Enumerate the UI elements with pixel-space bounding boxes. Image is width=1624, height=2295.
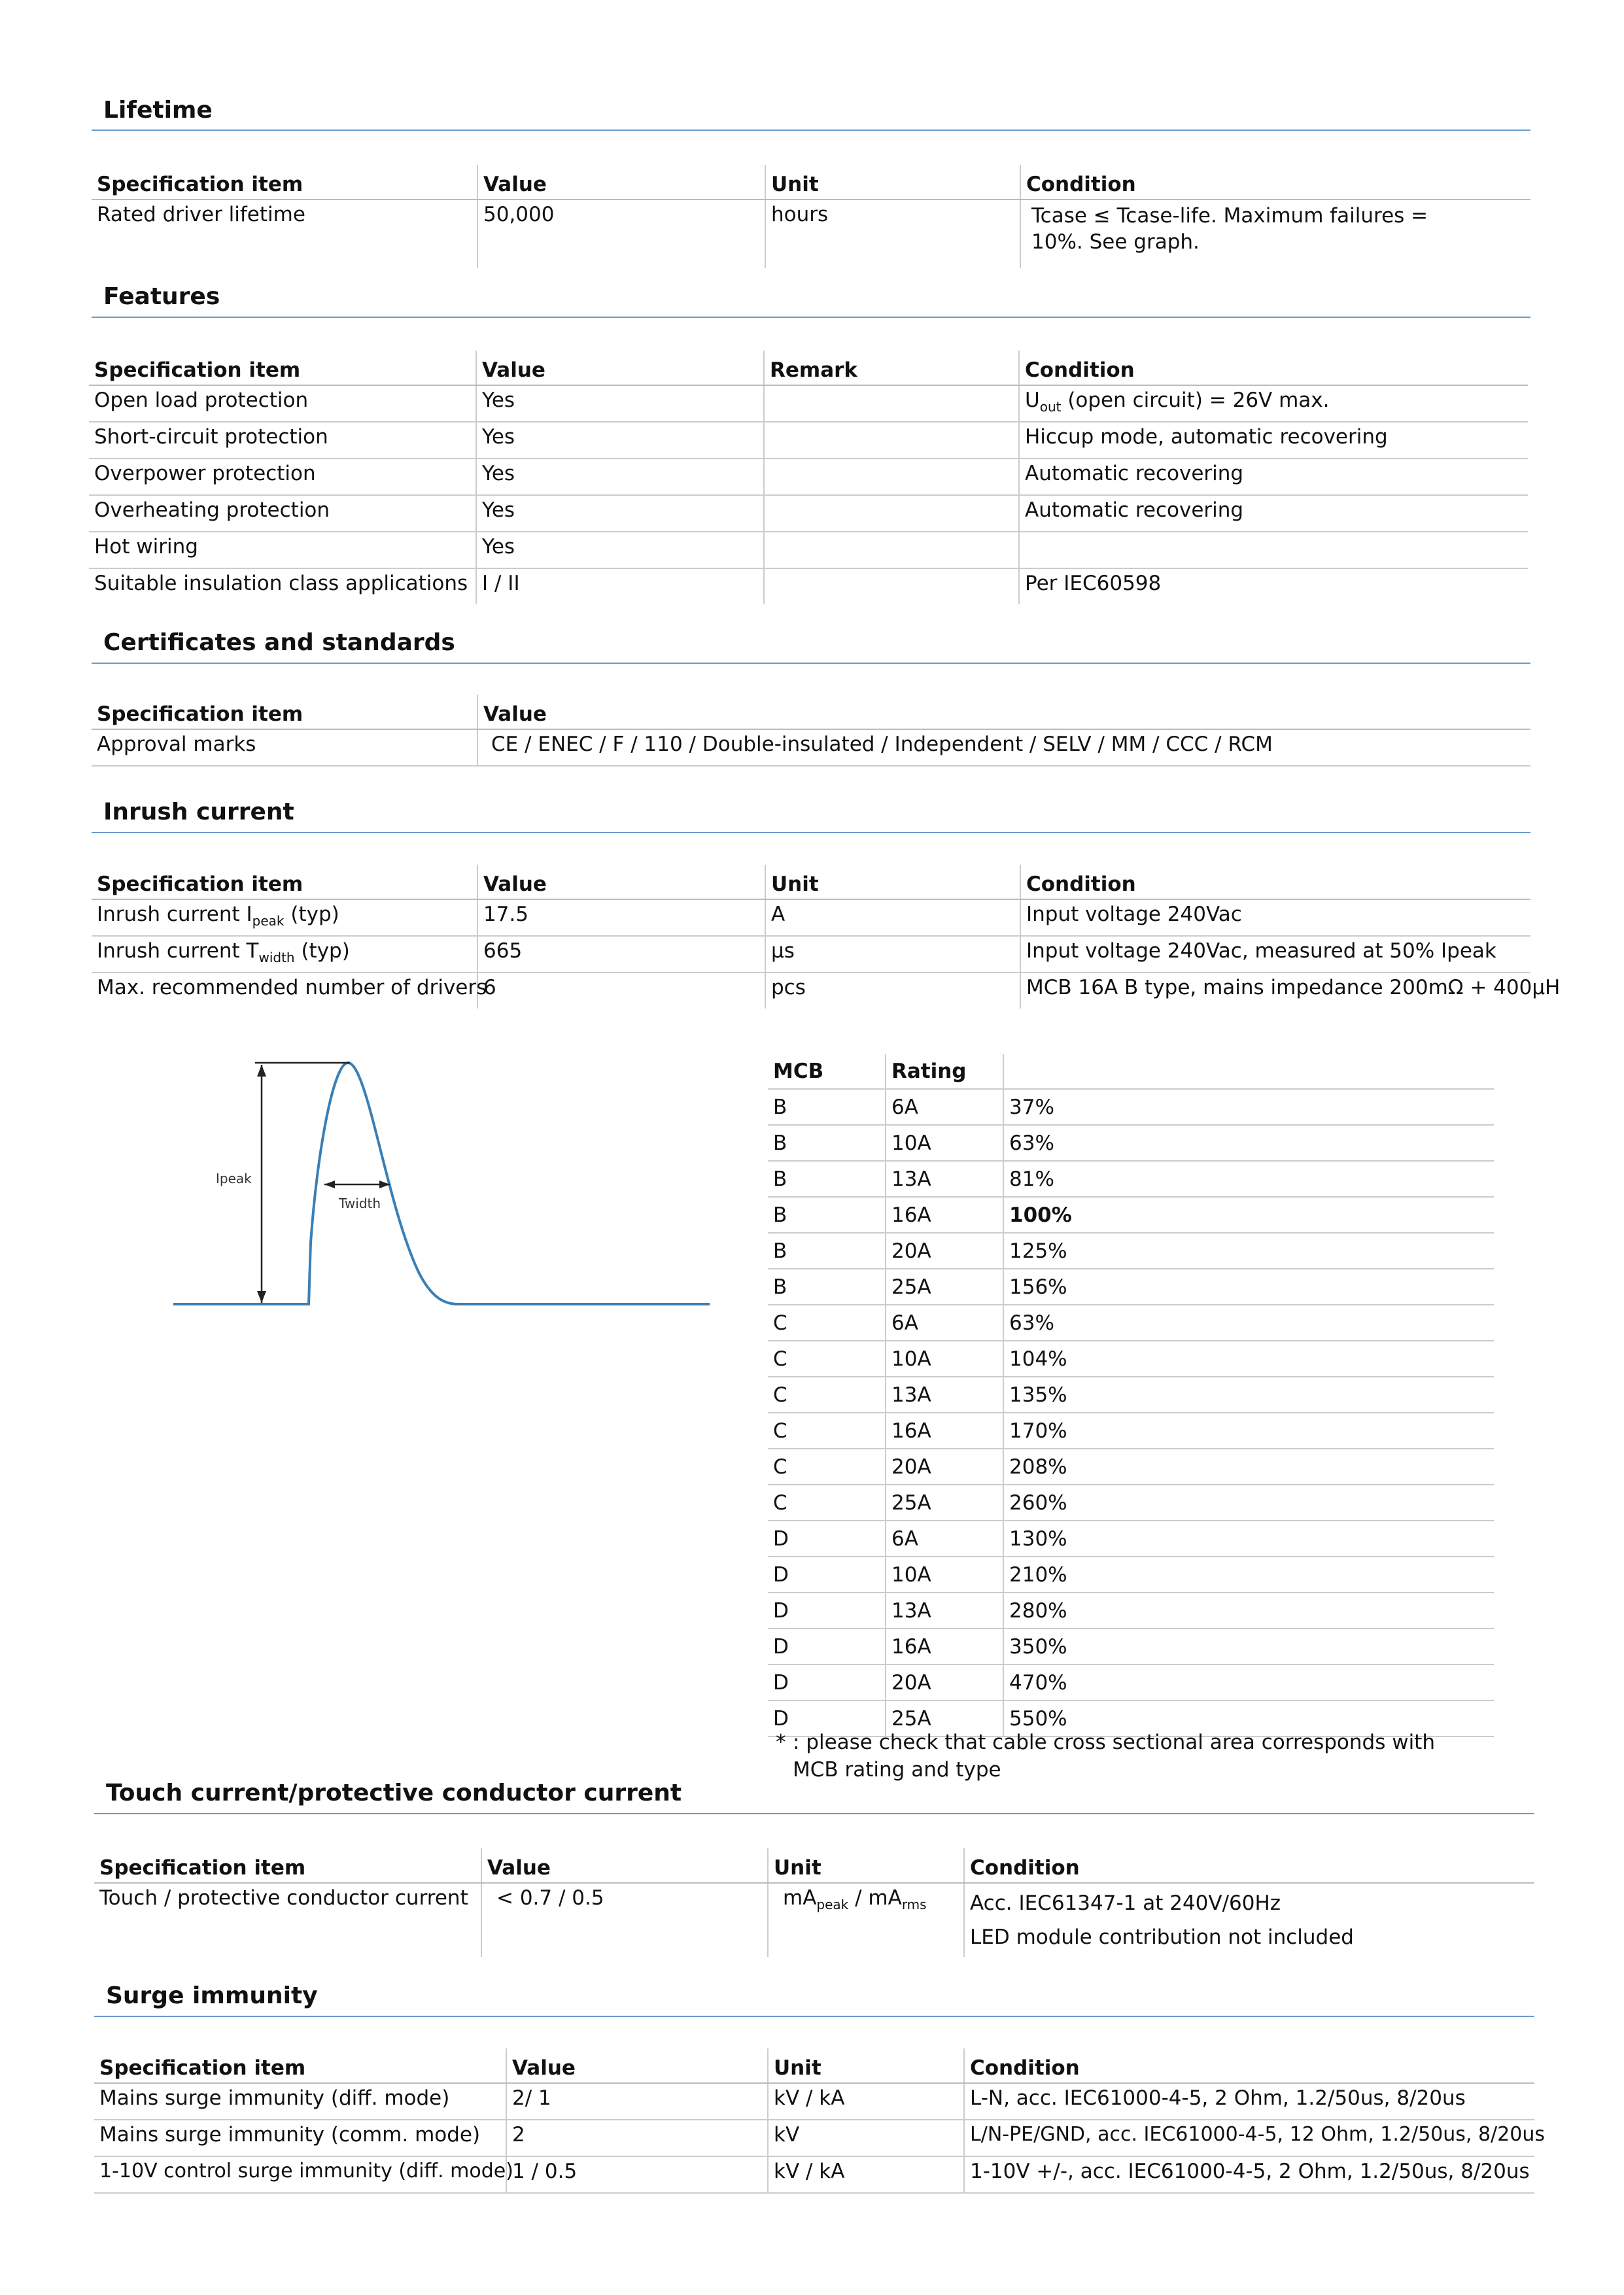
spec-value: I / II	[476, 568, 764, 604]
item-subscript: peak	[252, 913, 285, 929]
mcb-percentage: 156%	[1003, 1269, 1494, 1305]
inrush-curve	[173, 1063, 710, 1304]
spec-unit: A	[765, 899, 1020, 936]
mcb-type: D	[768, 1521, 886, 1557]
column-header: Condition	[964, 2048, 1534, 2083]
lifetime-table	[92, 165, 1530, 268]
spec-remark	[764, 458, 1019, 495]
section-title-certificates: Certificates and standards	[103, 629, 455, 656]
table-row	[768, 1125, 1494, 1161]
mcb-percentage: 135%	[1003, 1377, 1494, 1413]
mcb-percentage: 37%	[1003, 1089, 1494, 1125]
item-text: (typ)	[284, 903, 339, 926]
spec-item	[92, 899, 477, 936]
spec-condition: Per IEC60598	[1019, 568, 1528, 604]
section-title-touch-current: Touch current/protective conductor current	[106, 1780, 682, 1806]
spec-unit	[768, 1883, 964, 1957]
certificates-table	[92, 695, 1530, 767]
arrow-down-icon	[257, 1291, 266, 1303]
ipeak-label: Ipeak	[216, 1171, 252, 1186]
surge-table	[94, 2048, 1545, 2194]
mcb-type: D	[768, 1557, 886, 1593]
item-subscript: width	[258, 950, 295, 966]
mcb-type: C	[768, 1449, 886, 1485]
spec-value: Yes	[476, 532, 764, 568]
spec-value: 6	[477, 973, 765, 1009]
mcb-rating: 25A	[886, 1700, 1003, 1736]
condition-line: LED module contribution not included	[970, 1925, 1354, 1949]
spec-remark	[764, 495, 1019, 532]
table-row	[768, 1449, 1494, 1485]
mcb-percentage: 100%	[1003, 1197, 1494, 1233]
arrow-left-icon	[324, 1181, 335, 1188]
condition-text: U	[1025, 388, 1040, 412]
spec-condition: Hiccup mode, automatic recovering	[1019, 422, 1528, 458]
spec-item: 1-10V control surge immunity (diff. mode)	[94, 2156, 506, 2193]
column-header: Condition	[1019, 351, 1528, 385]
mcb-type: B	[768, 1161, 886, 1197]
table-row	[768, 1161, 1494, 1197]
table-row	[92, 899, 1530, 936]
table-row	[89, 458, 1528, 495]
mcb-percentage: 210%	[1003, 1557, 1494, 1593]
mcb-percentage: 550%	[1003, 1700, 1494, 1736]
mcb-type: C	[768, 1413, 886, 1449]
table-row	[768, 1089, 1494, 1125]
column-header: Value	[477, 165, 765, 199]
spec-item: Suitable insulation class applications	[94, 572, 468, 595]
column-header: Specification item	[94, 2048, 506, 2083]
mcb-rating: 6A	[886, 1305, 1003, 1341]
mcb-percentage: 125%	[1003, 1233, 1494, 1269]
mcb-rating-table	[768, 1054, 1494, 1737]
spec-condition: Input voltage 240Vac	[1020, 899, 1530, 936]
spec-condition	[964, 1883, 1534, 1957]
column-header: Specification item	[94, 1848, 481, 1883]
section-title-inrush: Inrush current	[103, 799, 294, 825]
spec-item: Approval marks	[92, 729, 477, 766]
table-row	[89, 385, 1528, 422]
mcb-percentage: 260%	[1003, 1485, 1494, 1521]
spec-item: Mains surge immunity (diff. mode)	[94, 2083, 506, 2120]
condition-text: (open circuit) = 26V max.	[1061, 388, 1330, 412]
spec-value: Yes	[476, 458, 764, 495]
spec-unit: kV / kA	[768, 2083, 964, 2120]
table-row	[768, 1629, 1494, 1665]
spec-condition	[1019, 532, 1528, 568]
mcb-rating: 6A	[886, 1521, 1003, 1557]
column-header: Value	[481, 1848, 768, 1883]
table-row	[768, 1557, 1494, 1593]
mcb-type: B	[768, 1125, 886, 1161]
table-row	[89, 568, 1528, 604]
spec-unit: pcs	[765, 973, 1020, 1009]
section-rule	[92, 317, 1530, 318]
mcb-rating: 20A	[886, 1665, 1003, 1700]
spec-condition: 1-10V +/-, acc. IEC61000-4-5, 2 Ohm, 1.2/50us, 8/20us	[964, 2156, 1534, 2193]
unit-text: mA	[783, 1886, 817, 1910]
table-row	[768, 1341, 1494, 1377]
spec-item: Short-circuit protection	[89, 422, 476, 458]
table-row	[92, 973, 1530, 1009]
item-text: Inrush current T	[97, 939, 259, 963]
column-header: Value	[506, 2048, 768, 2083]
spec-value: < 0.7 / 0.5	[481, 1883, 768, 1957]
table-row	[768, 1377, 1494, 1413]
section-rule	[94, 1813, 1534, 1814]
features-table	[89, 351, 1528, 604]
spec-unit: kV / kA	[768, 2156, 964, 2193]
mcb-rating: 13A	[886, 1161, 1003, 1197]
spec-remark	[764, 422, 1019, 458]
mcb-rating: 10A	[886, 1557, 1003, 1593]
spec-item: Hot wiring	[89, 532, 476, 568]
table-row	[768, 1197, 1494, 1233]
spec-value: Yes	[476, 422, 764, 458]
mcb-rating: 25A	[886, 1269, 1003, 1305]
mcb-type: B	[768, 1269, 886, 1305]
table-row	[768, 1269, 1494, 1305]
section-rule	[92, 129, 1530, 131]
table-row	[94, 1883, 1534, 1957]
column-header: Value	[477, 865, 765, 899]
spec-item: Overpower protection	[89, 458, 476, 495]
mcb-percentage: 81%	[1003, 1161, 1494, 1197]
section-title-features: Features	[103, 283, 220, 310]
spec-unit: hours	[765, 199, 1020, 268]
mcb-rating: 16A	[886, 1197, 1003, 1233]
mcb-type: B	[768, 1233, 886, 1269]
mcb-rating: 10A	[886, 1125, 1003, 1161]
section-title-surge: Surge immunity	[106, 1982, 318, 2009]
mcb-rating: 16A	[886, 1413, 1003, 1449]
inrush-waveform-diagram	[164, 1040, 726, 1328]
table-row	[768, 1665, 1494, 1700]
spec-remark	[764, 385, 1019, 422]
column-header: Condition	[964, 1848, 1534, 1883]
table-row	[768, 1233, 1494, 1269]
spec-item: Open load protection	[89, 385, 476, 422]
column-header: Specification item	[89, 351, 476, 385]
table-row	[94, 2120, 1534, 2156]
column-header: Value	[476, 351, 764, 385]
spec-unit: µs	[765, 936, 1020, 973]
spec-value: 1 / 0.5	[506, 2156, 768, 2193]
spec-condition: L/N-PE/GND, acc. IEC61000-4-5, 12 Ohm, 1.2/50us, 8/20us	[964, 2120, 1534, 2156]
spec-remark	[764, 568, 1019, 604]
mcb-percentage: 63%	[1003, 1305, 1494, 1341]
mcb-rating: 16A	[886, 1629, 1003, 1665]
column-header: Unit	[765, 865, 1020, 899]
mcb-percentage: 170%	[1003, 1413, 1494, 1449]
table-row	[768, 1593, 1494, 1629]
item-text: Inrush current I	[97, 903, 252, 926]
table-row	[94, 2156, 1534, 2193]
touch-current-table	[94, 1848, 1534, 1957]
table-row	[768, 1485, 1494, 1521]
arrow-up-icon	[257, 1065, 266, 1077]
table-row	[89, 495, 1528, 532]
spec-remark	[764, 532, 1019, 568]
mcb-percentage: 63%	[1003, 1125, 1494, 1161]
mcb-percentage: 104%	[1003, 1341, 1494, 1377]
unit-text: / mA	[848, 1886, 902, 1910]
mcb-rating: 20A	[886, 1233, 1003, 1269]
spec-condition: MCB 16A B type, mains impedance 200mΩ + 400µH	[1020, 973, 1530, 1009]
spec-item	[92, 936, 477, 973]
mcb-type: B	[768, 1089, 886, 1125]
unit-subscript: rms	[901, 1897, 927, 1913]
spec-condition: L-N, acc. IEC61000-4-5, 2 Ohm, 1.2/50us, 8/20us	[964, 2083, 1534, 2120]
condition-subscript: out	[1039, 399, 1062, 415]
table-row	[768, 1305, 1494, 1341]
spec-condition: Tcase ≤ Tcase-life. Maximum failures = 10%. See graph.	[1020, 199, 1530, 268]
mcb-type: D	[768, 1700, 886, 1736]
spec-value: Yes	[476, 495, 764, 532]
spec-item: Mains surge immunity (comm. mode)	[94, 2120, 506, 2156]
column-header: Condition	[1020, 865, 1530, 899]
mcb-percentage: 470%	[1003, 1665, 1494, 1700]
spec-condition: Automatic recovering	[1019, 495, 1528, 532]
section-title-lifetime: Lifetime	[103, 97, 213, 124]
mcb-type: D	[768, 1593, 886, 1629]
table-row	[768, 1521, 1494, 1557]
column-header: MCB	[773, 1060, 824, 1083]
mcb-type: D	[768, 1665, 886, 1700]
column-header: Specification item	[92, 865, 477, 899]
column-header: Rating	[886, 1054, 1003, 1089]
spec-value: 665	[477, 936, 765, 973]
spec-value: 17.5	[477, 899, 765, 936]
table-row	[92, 729, 1530, 766]
spec-value: 2/ 1	[506, 2083, 768, 2120]
spec-item: Max. recommended number of drivers	[97, 976, 487, 999]
twidth-label: Twidth	[339, 1196, 381, 1211]
section-rule	[92, 663, 1530, 664]
mcb-type: C	[768, 1485, 886, 1521]
table-row	[92, 199, 1530, 268]
mcb-percentage: 130%	[1003, 1521, 1494, 1557]
spec-value: Yes	[476, 385, 764, 422]
condition-line: Acc. IEC61347-1 at 240V/60Hz	[970, 1891, 1281, 1915]
mcb-rating: 13A	[886, 1377, 1003, 1413]
mcb-note: : please check that cable cross sectional area corresponds with MCB rating and type	[793, 1731, 1435, 1782]
table-row	[92, 936, 1530, 973]
spec-value: CE / ENEC / F / 110 / Double-insulated / Independent / SELV / MM / CCC / RCM	[477, 729, 1530, 766]
column-header: Value	[477, 695, 1530, 729]
column-header	[1003, 1054, 1494, 1089]
column-header: Specification item	[92, 165, 477, 199]
mcb-type: B	[768, 1197, 886, 1233]
spec-condition: Input voltage 240Vac, measured at 50% Ipeak	[1020, 936, 1530, 973]
mcb-rating: 13A	[886, 1593, 1003, 1629]
mcb-type: D	[768, 1629, 886, 1665]
mcb-rating: 25A	[886, 1485, 1003, 1521]
mcb-type: C	[768, 1341, 886, 1377]
note-asterisk: *	[776, 1731, 786, 1754]
mcb-rating: 20A	[886, 1449, 1003, 1485]
table-row	[89, 532, 1528, 568]
spec-condition: Automatic recovering	[1019, 458, 1528, 495]
mcb-percentage: 350%	[1003, 1629, 1494, 1665]
section-rule	[92, 832, 1530, 833]
mcb-type: C	[768, 1305, 886, 1341]
spec-item: Overheating protection	[89, 495, 476, 532]
column-header: Condition	[1020, 165, 1530, 199]
column-header: Remark	[764, 351, 1019, 385]
item-text: (typ)	[294, 939, 350, 963]
spec-value: 2	[506, 2120, 768, 2156]
mcb-type: C	[768, 1377, 886, 1413]
column-header: Unit	[765, 165, 1020, 199]
mcb-percentage: 208%	[1003, 1449, 1494, 1485]
table-row	[89, 422, 1528, 458]
column-header: Specification item	[92, 695, 477, 729]
section-rule	[94, 2016, 1534, 2017]
mcb-rating: 6A	[886, 1089, 1003, 1125]
mcb-percentage: 280%	[1003, 1593, 1494, 1629]
table-row	[768, 1413, 1494, 1449]
unit-subscript: peak	[816, 1897, 849, 1913]
spec-unit: kV	[768, 2120, 964, 2156]
spec-item: Touch / protective conductor current	[99, 1886, 468, 1910]
column-header: Unit	[768, 2048, 964, 2083]
spec-condition	[1019, 385, 1528, 422]
spec-item: Rated driver lifetime	[97, 203, 305, 226]
table-row	[94, 2083, 1534, 2120]
mcb-rating: 10A	[886, 1341, 1003, 1377]
spec-value: 50,000	[477, 199, 765, 268]
column-header: Unit	[768, 1848, 964, 1883]
inrush-table	[92, 865, 1561, 1009]
